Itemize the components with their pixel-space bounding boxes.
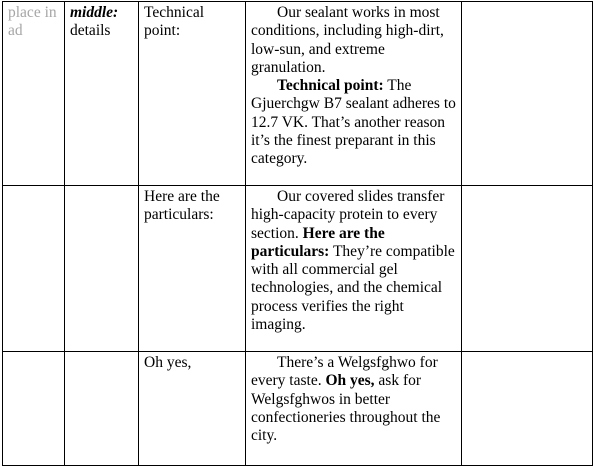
empty-cell xyxy=(462,352,593,466)
lead-in-cell xyxy=(139,2,246,186)
details-label: details xyxy=(70,22,111,40)
lead-in-text: Here are the particulars: xyxy=(144,188,220,224)
table-row xyxy=(3,2,593,186)
section-label-cell xyxy=(65,2,139,186)
lead-in-cell xyxy=(139,186,246,352)
body-intro: There’s a Welgsfghwo for every taste. xyxy=(251,354,438,390)
table-row xyxy=(3,186,593,352)
placement-note: place in ad xyxy=(8,4,57,40)
empty-cell xyxy=(3,352,65,466)
lead-in-text: Technical point: xyxy=(144,4,205,40)
body-copy-cell xyxy=(246,2,462,186)
body-rest: The Gjuerchgw B7 sealant adheres to 12.7 VK. That’s another reason it’s the finest preparant in this category. xyxy=(251,77,456,168)
lead-in-cell xyxy=(139,352,246,466)
body-emphasis: Here are the particulars: xyxy=(251,224,385,260)
empty-cell xyxy=(462,186,593,352)
placement-note-cell xyxy=(3,2,65,186)
body-paragraph xyxy=(251,354,457,445)
empty-cell xyxy=(65,352,139,466)
empty-cell xyxy=(65,186,139,352)
body-paragraph xyxy=(251,4,457,77)
body-paragraph xyxy=(251,77,457,168)
middle-label: middle: xyxy=(70,4,119,21)
body-rest: ask for Welgsfghwos in better confectioneries throughout the city. xyxy=(251,372,441,445)
body-copy-cell xyxy=(246,352,462,466)
body-paragraph xyxy=(251,188,457,334)
ad-copy-table xyxy=(2,1,593,466)
empty-cell xyxy=(3,186,65,352)
empty-cell xyxy=(462,2,593,186)
body-emphasis: Technical point: xyxy=(277,77,384,95)
table-row xyxy=(3,352,593,466)
body-intro: Our covered slides transfer high-capacity protein to every section. xyxy=(251,188,445,242)
body-emphasis: Oh yes, xyxy=(325,372,375,390)
body-copy-cell xyxy=(246,186,462,352)
lead-in-text: Oh yes, xyxy=(144,354,192,371)
body-intro: Our sealant works in most conditions, including high-dirt, low-sun, and extreme granulation. xyxy=(251,4,444,76)
body-rest: They’re compatible with all commercial gel technologies, and the chemical process verifies the right imaging. xyxy=(251,242,455,334)
